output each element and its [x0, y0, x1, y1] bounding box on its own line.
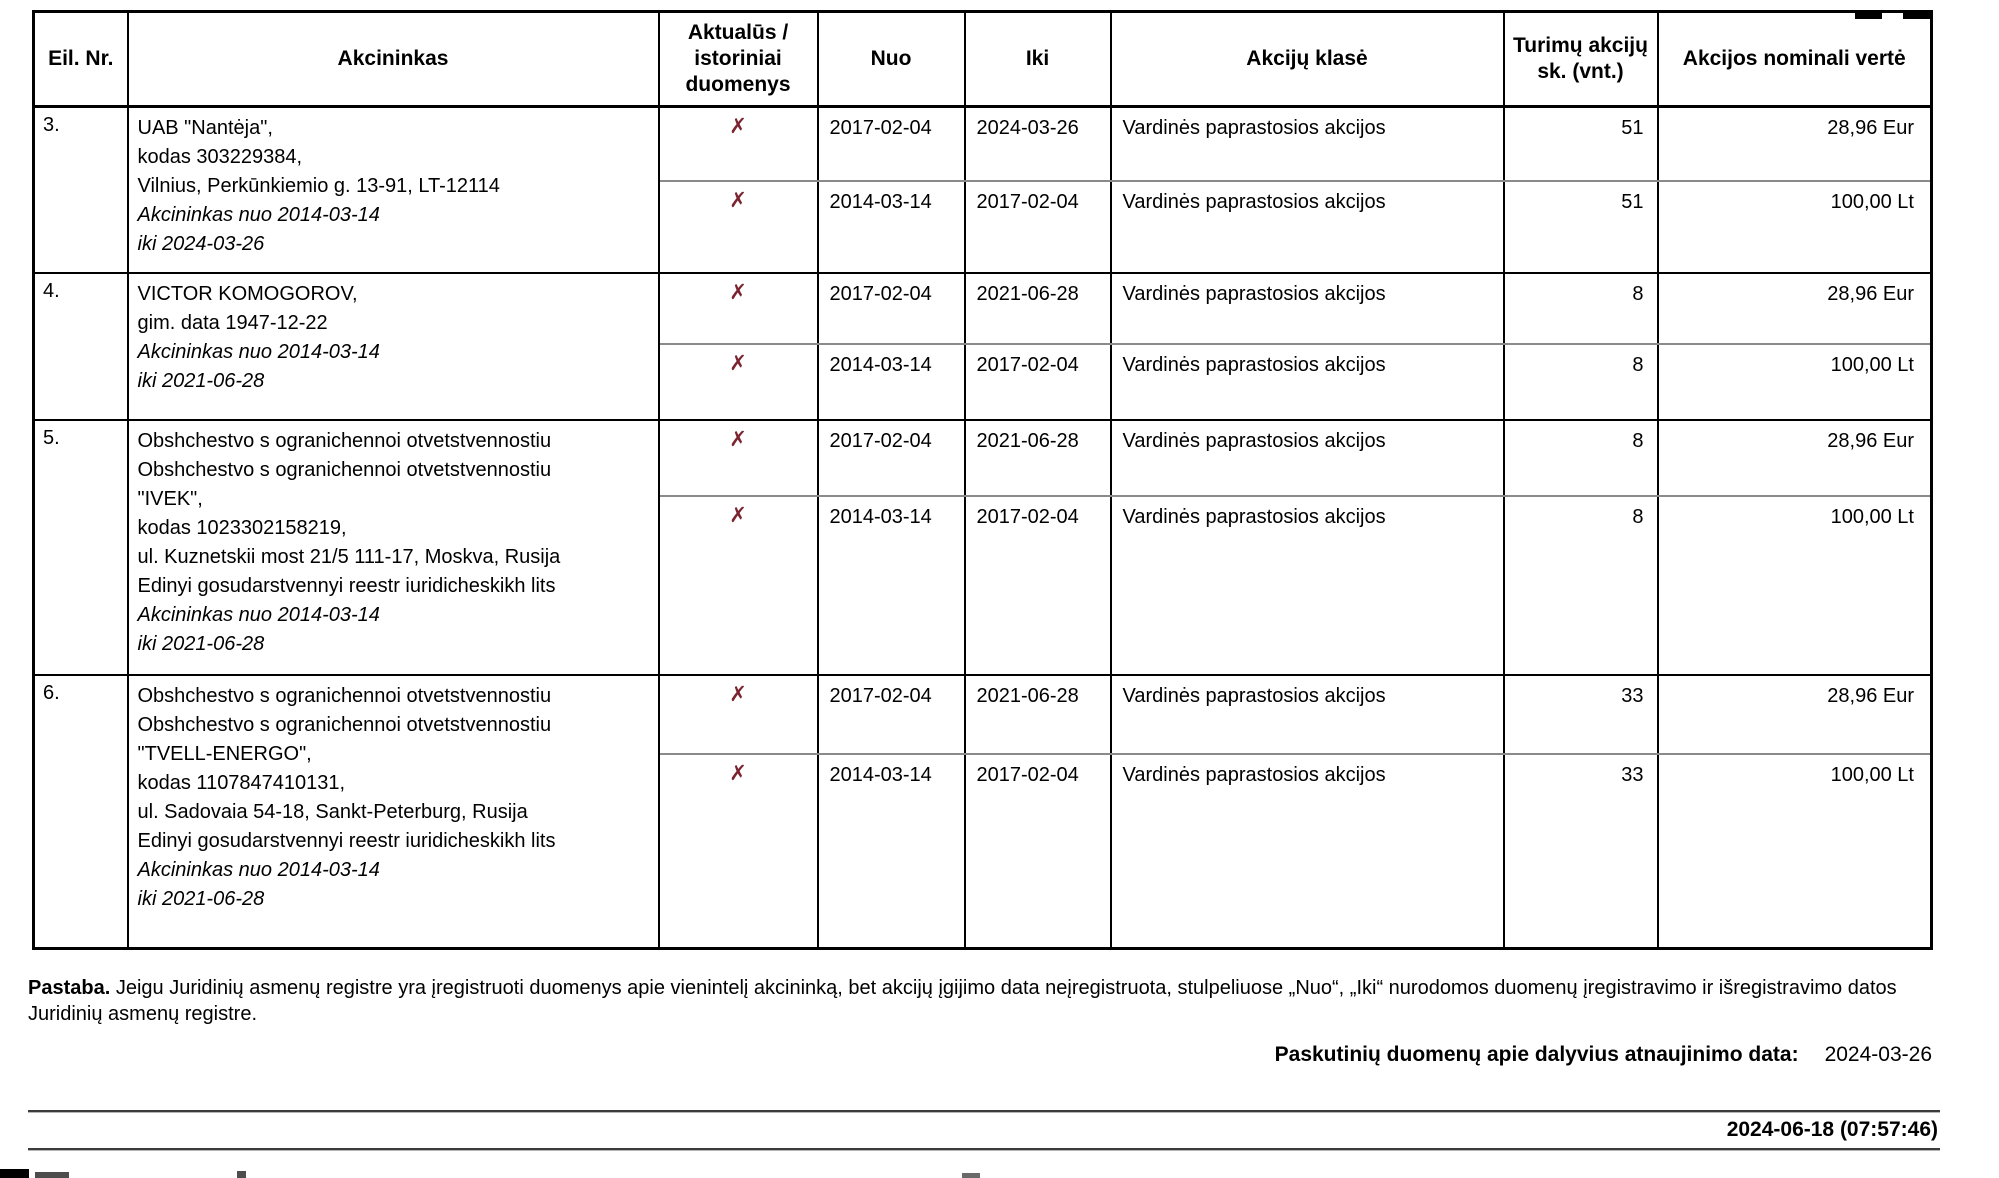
historical-data-x-icon: ✗ [729, 427, 747, 451]
share-class-cell: Vardinės paprastosios akcijos [1111, 344, 1504, 420]
status-cell [659, 107, 818, 181]
share-count-cell: 8 [1504, 273, 1658, 344]
shareholder-text-line: Obshchestvo s ogranichennoi otvetstvennostiu [137, 458, 552, 481]
status-cell [659, 273, 818, 344]
separator-line [28, 1148, 1940, 1151]
share-class-cell: Vardinės paprastosios akcijos [1111, 181, 1504, 273]
date-to-cell: 2021-06-28 [965, 675, 1111, 754]
shareholder-info [128, 420, 659, 675]
nominal-value-cell: 28,96 Eur [1658, 675, 1932, 754]
share-class-cell: Vardinės paprastosios akcijos [1111, 420, 1504, 496]
shareholder-text-line: "TVELL-ENERGO", [137, 742, 312, 765]
shareholder-info [128, 273, 659, 420]
table-row [34, 420, 1932, 496]
shareholder-text-line: Obshchestvo s ogranichennoi otvetstvennostiu [137, 429, 552, 452]
date-to-cell: 2017-02-04 [965, 754, 1111, 949]
shareholder-period-line: Akcininkas nuo 2014-03-14 [137, 204, 380, 226]
shareholder-text-line: UAB "Nantėja", [137, 117, 273, 139]
date-from-cell: 2014-03-14 [818, 496, 965, 675]
share-count-cell: 8 [1504, 344, 1658, 420]
page-edge-mark [1903, 10, 1933, 19]
share-class-cell: Vardinės paprastosios akcijos [1111, 754, 1504, 949]
print-timestamp: 2024-06-18 (07:57:46) [1726, 1118, 1938, 1141]
shareholder-info [128, 107, 659, 273]
share-count-cell: 33 [1504, 675, 1658, 754]
column-header-nuo: Nuo [818, 12, 965, 107]
share-class-cell: Vardinės paprastosios akcijos [1111, 496, 1504, 675]
column-header-eil-nr: Eil. Nr. [34, 12, 128, 107]
last-update-label: Paskutinių duomenų apie dalyvius atnaujinimo data: [1274, 1043, 1799, 1066]
status-cell [659, 754, 818, 949]
date-from-cell: 2017-02-04 [818, 420, 965, 496]
shareholder-period-line: Akcininkas nuo 2014-03-14 [137, 603, 380, 626]
shareholder-text-line: Obshchestvo s ogranichennoi otvetstvennostiu [137, 713, 552, 736]
nominal-value-cell: 100,00 Lt [1658, 181, 1932, 273]
nominal-value-cell: 28,96 Eur [1658, 273, 1932, 344]
shareholder-text-line: Edinyi gosudarstvennyi reestr iuridicheskikh lits [137, 574, 556, 597]
column-header-akcijos-nominali-verte: Akcijos nominali vertė [1658, 12, 1932, 107]
column-header-iki: Iki [965, 12, 1111, 107]
column-header-turimu-akciju-sk: Turimų akcijų sk. (vnt.) [1504, 12, 1658, 107]
date-from-cell: 2017-02-04 [818, 107, 965, 181]
date-from-cell: 2017-02-04 [818, 273, 965, 344]
date-to-cell: 2017-02-04 [965, 181, 1111, 273]
table-row [34, 675, 1932, 754]
share-class-cell: Vardinės paprastosios akcijos [1111, 107, 1504, 181]
last-update-date: 2024-03-26 [1824, 1043, 1932, 1066]
historical-data-x-icon: ✗ [729, 280, 747, 304]
column-header-aktualus-istoriniai-duomenys: Aktualūs / istoriniai duomenys [659, 12, 818, 107]
share-count-cell: 8 [1504, 420, 1658, 496]
shareholder-text-line: Edinyi gosudarstvennyi reestr iuridicheskikh lits [137, 829, 556, 852]
note-paragraph [28, 975, 1940, 1027]
row-number: 5. [34, 420, 128, 675]
status-cell [659, 181, 818, 273]
shareholder-text-line: kodas 303229384, [137, 146, 303, 168]
shareholder-info [128, 675, 659, 949]
shareholders-table [32, 10, 1933, 950]
share-count-cell: 8 [1504, 496, 1658, 675]
row-number: 6. [34, 675, 128, 949]
historical-data-x-icon: ✗ [729, 761, 747, 785]
column-header-akcininkas: Akcininkas [128, 12, 659, 107]
table-header-row [34, 12, 1932, 107]
shareholder-text-line: VICTOR KOMOGOROV, [137, 282, 358, 305]
date-to-cell: 2017-02-04 [965, 344, 1111, 420]
shareholder-period-line: iki 2021-06-28 [137, 887, 265, 910]
historical-data-x-icon: ✗ [729, 115, 747, 138]
nominal-value-cell: 28,96 Eur [1658, 420, 1932, 496]
clipped-text-fragment [237, 1171, 246, 1178]
shareholder-text-line: ul. Sadovaia 54-18, Sankt-Peterburg, Rusija [137, 800, 528, 823]
table-row [34, 273, 1932, 344]
historical-data-x-icon: ✗ [729, 351, 747, 375]
shareholder-period-line: iki 2021-06-28 [137, 632, 265, 655]
nominal-value-cell: 100,00 Lt [1658, 496, 1932, 675]
status-cell [659, 344, 818, 420]
shareholder-text-line: ul. Kuznetskii most 21/5 111-17, Moskva, Rusija [137, 545, 561, 568]
shareholder-period-line: iki 2021-06-28 [137, 369, 265, 392]
row-number: 3. [34, 107, 128, 273]
clipped-text-fragment [0, 1169, 29, 1178]
share-count-cell: 51 [1504, 181, 1658, 273]
clipped-text-fragment [35, 1172, 69, 1178]
date-to-cell: 2024-03-26 [965, 107, 1111, 181]
table-row [34, 107, 1932, 181]
date-from-cell: 2014-03-14 [818, 181, 965, 273]
last-update-line [0, 1043, 1932, 1067]
column-header-akciju-klase: Akcijų klasė [1111, 12, 1504, 107]
historical-data-x-icon: ✗ [729, 503, 747, 527]
date-from-cell: 2017-02-04 [818, 675, 965, 754]
print-stamp-block [28, 1110, 1940, 1151]
page-edge-mark [1855, 10, 1882, 19]
share-class-cell: Vardinės paprastosios akcijos [1111, 675, 1504, 754]
nominal-value-cell: 100,00 Lt [1658, 344, 1932, 420]
row-number: 4. [34, 273, 128, 420]
shareholder-period-line: Akcininkas nuo 2014-03-14 [137, 340, 380, 363]
shareholder-text-line: kodas 1107847410131, [137, 771, 346, 794]
clipped-text-fragment [962, 1173, 980, 1178]
nominal-value-cell: 100,00 Lt [1658, 754, 1932, 949]
status-cell [659, 675, 818, 754]
note-label: Pastaba. [28, 977, 111, 999]
share-class-cell: Vardinės paprastosios akcijos [1111, 273, 1504, 344]
shareholder-period-line: Akcininkas nuo 2014-03-14 [137, 858, 380, 881]
date-from-cell: 2014-03-14 [818, 344, 965, 420]
date-to-cell: 2021-06-28 [965, 420, 1111, 496]
date-to-cell: 2017-02-04 [965, 496, 1111, 675]
historical-data-x-icon: ✗ [729, 682, 747, 706]
shareholder-text-line: kodas 1023302158219, [137, 516, 347, 539]
share-count-cell: 33 [1504, 754, 1658, 949]
shareholder-text-line: gim. data 1947-12-22 [137, 311, 328, 334]
historical-data-x-icon: ✗ [729, 188, 747, 212]
date-from-cell: 2014-03-14 [818, 754, 965, 949]
nominal-value-cell: 28,96 Eur [1658, 107, 1932, 181]
date-to-cell: 2021-06-28 [965, 273, 1111, 344]
note-text: Jeigu Juridinių asmenų registre yra įregistruoti duomenys apie vienintelį akcininką, bet akcijų įgijimo data neįregistruota, stulpeliuose „Nuo“, „Iki“ nurodomos duomenų įregistravimo ir išregistravimo datos Juridinių asmenų registre. [28, 977, 1897, 1025]
share-count-cell: 51 [1504, 107, 1658, 181]
shareholder-text-line: Vilnius, Perkūnkiemio g. 13-91, LT-12114 [137, 175, 500, 197]
status-cell [659, 420, 818, 496]
status-cell [659, 496, 818, 675]
shareholder-text-line: Obshchestvo s ogranichennoi otvetstvennostiu [137, 684, 552, 707]
shareholder-text-line: "IVEK", [137, 487, 203, 510]
shareholder-period-line: iki 2024-03-26 [137, 233, 265, 255]
